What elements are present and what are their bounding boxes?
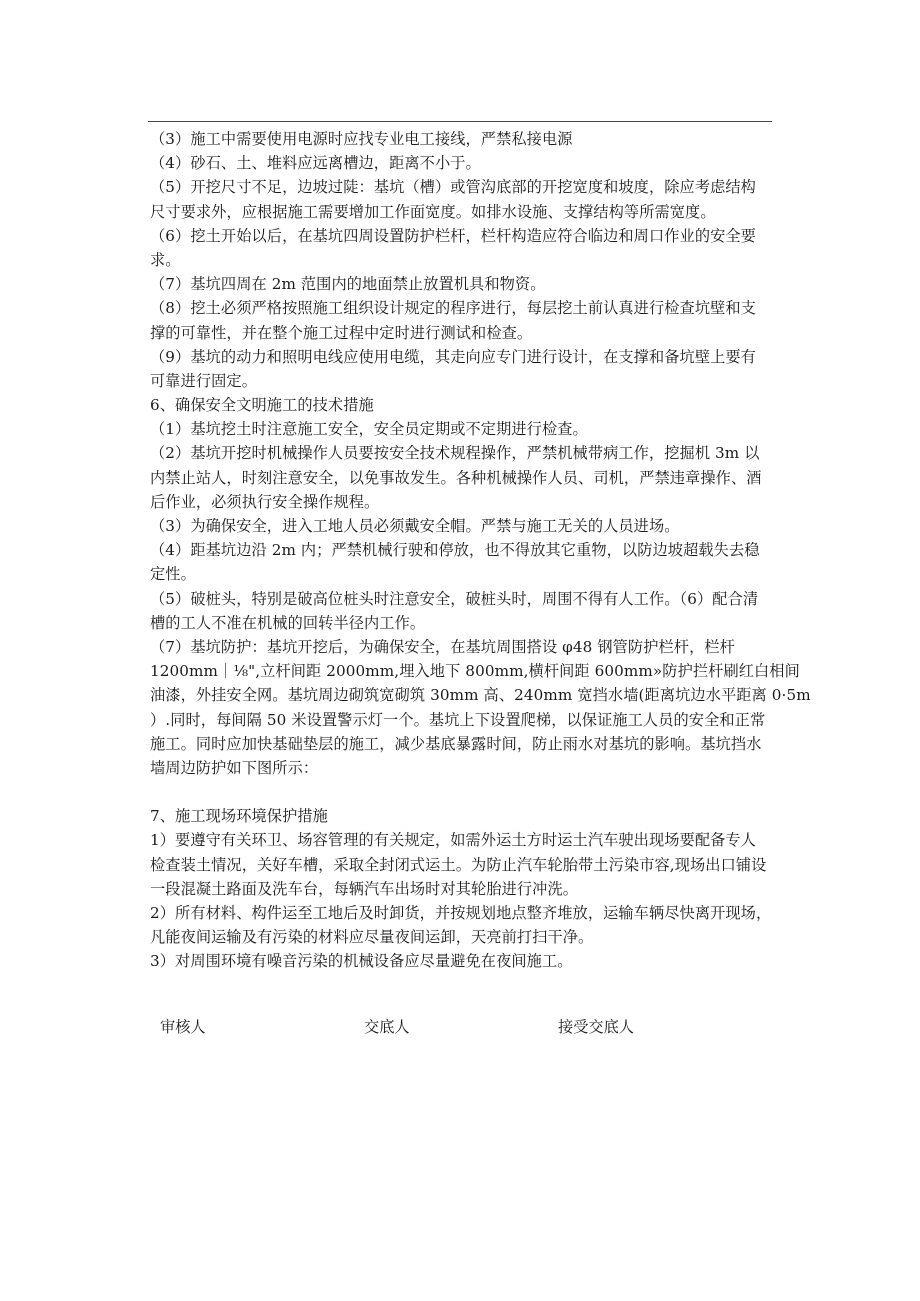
reviewer-label: 审核人 xyxy=(160,1018,206,1036)
text-line: （9）基坑的动力和照明电线应使用电缆，其走向应专门进行设计，在支撑和备坑壁上要有 xyxy=(150,347,756,366)
text-line: 1200mm｜⅛",立杆间距 2000mm,埋入地下 800mm,横杆间距 600mm»防护拦杆刷红白相间 xyxy=(150,662,800,681)
text-line: 检查装土情况，关好车槽，采取全封闭式运土。为防止汽车轮胎带土污染市容,现场出口铺设 xyxy=(150,855,767,874)
text-line: （7）基坑四周在 2m 范围内的地面禁止放置机具和物资。 xyxy=(150,275,546,294)
text-line: 1）要遵守有关环卫、场容管理的有关规定，如需外运土方时运土汽车驶出现场要配备专人 xyxy=(150,831,756,850)
text-line: （4）砂石、土、堆料应远离槽边，距离不小于。 xyxy=(150,154,481,173)
text-line: （4）距基坑边沿 2m 内；严禁机械行驶和停放，也不得放其它重物，以防边坡超载失去稳 xyxy=(150,541,760,560)
section-heading: 6、确保安全文明施工的技术措施 xyxy=(150,396,374,415)
text-line: 内禁止站人，时刻注意安全，以免事故发生。各种机械操作人员、司机，严禁违章操作、酒 xyxy=(150,468,762,487)
text-line: 求。 xyxy=(150,250,181,269)
text-line: 2）所有材料、构件运至工地后及时卸货，并按规划地点整齐堆放，运输车辆尽快离开现场， xyxy=(150,904,772,922)
text-line: 尺寸要求外，应根据施工需要增加工作面宽度。如排水设施、支撑结构等所需宽度。 xyxy=(150,202,716,221)
section-heading: 7、施工现场环境保护措施 xyxy=(150,807,328,826)
header-rule xyxy=(148,121,772,122)
text-line: 定性。 xyxy=(150,565,196,584)
blank-line xyxy=(150,780,772,804)
text-line: （6）挖土开始以后，在基坑四周设置防护栏杆，栏杆构造应符合临边和周口作业的安全要 xyxy=(150,226,756,245)
discloser-label: 交底人 xyxy=(364,1018,410,1036)
text-line: （1）基坑挖土时注意施工安全，安全员定期或不定期进行检查。 xyxy=(150,420,588,439)
text-line: 油漆，外挂安全网。基坑周边砌筑宽砌筑 30mm 高、240mm 宽挡水墙(距离坑边水平距离 0·5m xyxy=(150,686,811,705)
text-line: （7）基坑防护：基坑开挖后，为确保安全，在基坑周围搭设 φ48 钢管防护栏杆，栏杆 xyxy=(150,637,735,656)
document-body xyxy=(150,127,811,974)
text-line: （5）破桩头，特别是破高位桩头时注意安全，破桩头时，周围不得有人工作。（6）配合清 xyxy=(150,589,759,608)
text-line: ）.同时，每间隔 50 米设置警示灯一个。基坑上下设置爬梯，以保证施工人员的安全和正常 xyxy=(150,710,766,729)
text-line: 3）对周围环境有噪音污染的机械设备应尽量避免在夜间施工。 xyxy=(150,952,573,971)
text-line: （8）挖土必须严格按照施工组织设计规定的程序进行，每层挖土前认真进行检查坑壁和支 xyxy=(150,299,756,318)
text-line: 可靠进行固定。 xyxy=(150,371,258,390)
text-line: （3）为确保安全，进入工地人员必须戴安全帽。严禁与施工无关的人员进场。 xyxy=(150,517,680,535)
text-line: 槽的工人不准在机械的回转半径内工作。 xyxy=(150,613,426,632)
text-line: 一段混凝土路面及洗车台，每辆汽车出场时对其轮胎进行冲洗。 xyxy=(150,879,579,898)
text-line: 后作业，必须执行安全操作规程。 xyxy=(150,492,380,511)
text-line: （5）开挖尺寸不足，边坡过陡：基坑（槽）或管沟底部的开挖宽度和坡度，除应考虑结构 xyxy=(150,178,756,197)
receiver-label: 接受交底人 xyxy=(558,1018,634,1036)
text-line: 凡能夜间运输及有污染的材料应尽量夜间运卸，天亮前打扫干净。 xyxy=(150,928,594,947)
text-line: 墙周边防护如下图所示： xyxy=(150,758,319,777)
text-line: 施工。同时应加快基础垫层的施工，减少基底暴露时间，防止雨水对基坑的影响。基坑挡水 xyxy=(150,734,762,753)
text-line: 撑的可靠性，并在整个施工过程中定时进行测试和检查。 xyxy=(150,323,533,342)
text-line: （3）施工中需要使用电源时应找专业电工接线，严禁私接电源 xyxy=(150,130,573,148)
text-line: （2）基坑开挖时机械操作人员要按安全技术规程操作，严禁机械带病工作，挖掘机 3m 以 xyxy=(150,444,760,463)
